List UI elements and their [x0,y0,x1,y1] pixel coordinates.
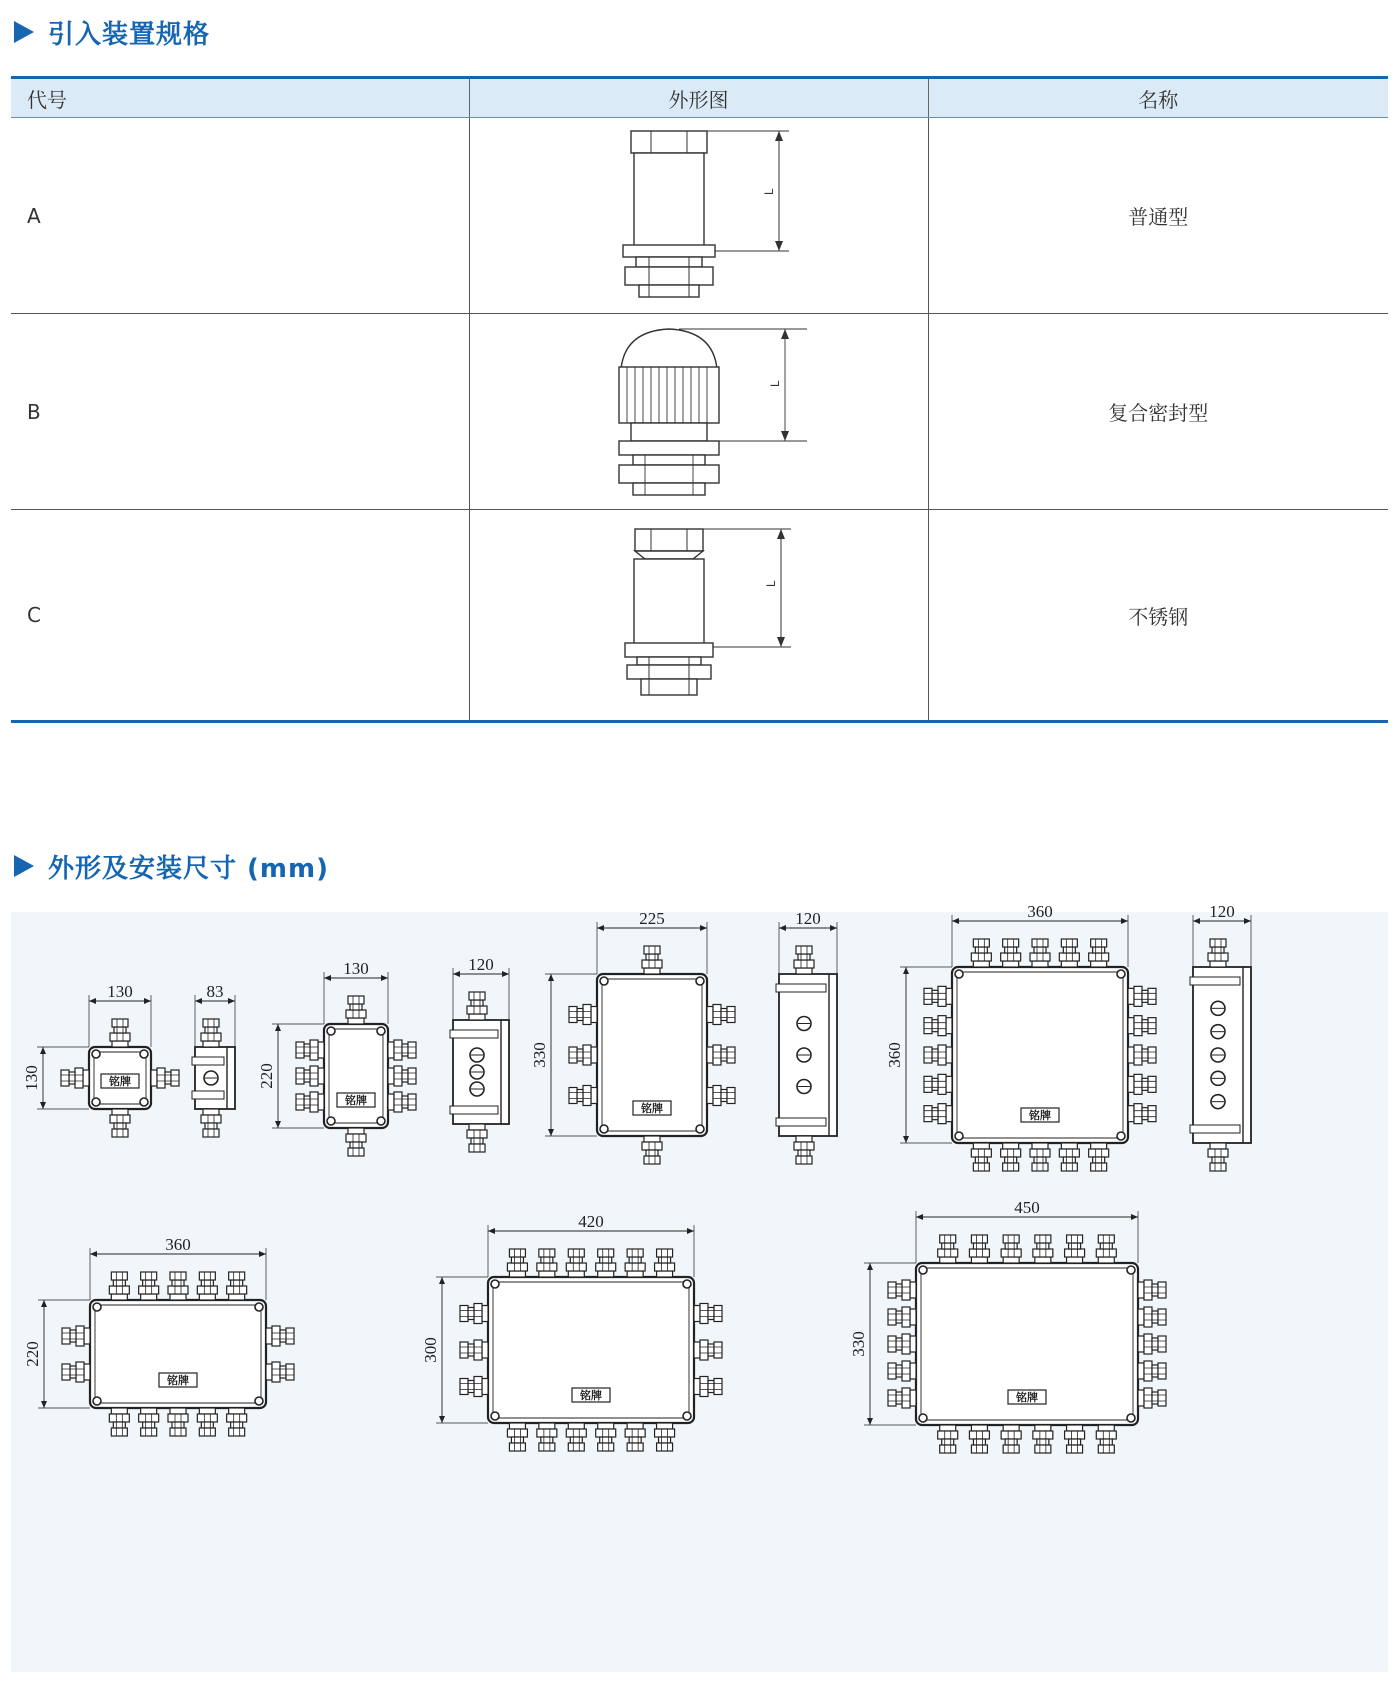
cable-gland-icon [1001,1235,1021,1263]
screw-icon [491,1412,499,1420]
screw-icon [1117,1132,1125,1140]
screw-icon [955,1132,963,1140]
cable-gland-icon [655,1249,675,1277]
screw-icon [327,1117,335,1125]
cable-gland-icon [1138,1307,1166,1327]
screw-icon [140,1098,148,1106]
cable-gland-icon [151,1068,179,1088]
nameplate-label: 铭牌 [345,1094,367,1107]
cable-gland-icon [694,1340,722,1360]
cable-gland-icon [707,1005,735,1025]
row-code: C [11,510,469,722]
nameplate-label: 铭牌 [641,1102,663,1115]
cable-gland-icon [110,1019,130,1047]
enclosure-outline [90,1300,266,1408]
screw-icon [255,1397,263,1405]
cable-gland-icon [1128,1104,1156,1124]
cable-gland-icon [888,1280,916,1300]
screw-icon [683,1412,691,1420]
dimension-label: 360 [885,1042,904,1068]
row-figure [469,118,928,314]
row-code: B [11,314,469,510]
cable-gland-icon [625,1423,645,1451]
cable-gland-icon [1001,1425,1021,1453]
triangle-bullet-icon [14,21,34,43]
cable-gland-icon [596,1423,616,1451]
nameplate-label: 铭牌 [109,1075,131,1088]
cable-gland-icon [227,1408,247,1436]
dimension-label: 330 [849,1331,868,1357]
dimension-label: 120 [1209,902,1235,921]
dimension-label: 130 [22,1065,41,1091]
cable-gland-icon [969,1235,989,1263]
cable-gland-icon [938,1425,958,1453]
section-title-text: 外形及安装尺寸 (mm) [48,853,330,884]
enclosure-outline [324,1024,388,1128]
cable-gland-icon [296,1040,324,1060]
cable-gland-icon [168,1272,188,1300]
dimension-label-l: L [767,380,782,387]
screw-icon [377,1117,385,1125]
cable-gland-icon [1096,1235,1116,1263]
cable-gland-icon [296,1092,324,1112]
cable-gland-icon [1208,939,1228,967]
cable-gland-icon [1096,1425,1116,1453]
cable-gland-icon [139,1408,159,1436]
header-name: 名称 [928,78,1388,118]
cable-gland-icon [346,996,366,1024]
row-code: A [11,118,469,314]
cable-gland-icon [296,1066,324,1086]
screw-icon [1117,970,1125,978]
dimension-label-l: L [761,188,776,195]
cable-gland-icon [794,1136,814,1164]
screw-icon [377,1027,385,1035]
screw-icon [955,970,963,978]
nameplate-label: 铭牌 [167,1374,189,1387]
cable-gland-icon [566,1423,586,1451]
cable-gland-icon [924,986,952,1006]
cable-gland-icon [61,1068,89,1088]
cable-gland-icon [1001,1143,1021,1171]
cable-gland-icon [1059,939,1079,967]
gland-spec-table [11,76,1388,723]
screw-icon [600,1125,608,1133]
cable-gland-stainless-icon [589,523,809,703]
header-code: 代号 [11,78,469,118]
cable-gland-icon [566,1249,586,1277]
cable-gland-icon [109,1408,129,1436]
screw-icon [683,1280,691,1288]
cable-gland-standard-icon [589,123,809,303]
cable-gland-icon [1033,1235,1053,1263]
cable-gland-icon [1138,1388,1166,1408]
cable-gland-icon [460,1304,488,1324]
cable-gland-icon [569,1005,597,1025]
cable-gland-icon [1089,939,1109,967]
cable-gland-icon [924,1074,952,1094]
cable-gland-icon [888,1388,916,1408]
table-row [11,314,1388,510]
cable-gland-icon [694,1377,722,1397]
cable-gland-icon [625,1249,645,1277]
screw-icon [93,1303,101,1311]
dimension-label: 130 [107,982,133,1001]
screw-icon [93,1397,101,1405]
dimension-label-l: L [763,579,778,587]
table-header-row [11,78,1388,118]
cable-gland-icon [460,1340,488,1360]
cable-gland-icon [197,1272,217,1300]
cable-gland-icon [460,1377,488,1397]
nameplate-label: 铭牌 [1016,1391,1038,1404]
cable-gland-icon [1138,1334,1166,1354]
cable-gland-icon [168,1408,188,1436]
cable-gland-icon [1001,939,1021,967]
screw-icon [327,1027,335,1035]
screw-icon [696,977,704,985]
cable-gland-icon [888,1334,916,1354]
screw-icon [92,1098,100,1106]
cable-gland-icon [346,1128,366,1156]
cable-gland-icon [1208,1143,1228,1171]
dimension-label: 330 [530,1042,549,1068]
dimension-label: 220 [23,1341,42,1367]
nameplate-label: 铭牌 [1029,1109,1051,1122]
cable-gland-icon [971,1143,991,1171]
cable-gland-icon [1138,1361,1166,1381]
cable-gland-icon [201,1019,221,1047]
screw-icon [92,1050,100,1058]
screw-icon [255,1303,263,1311]
cable-gland-icon [467,992,487,1020]
screw-icon [600,977,608,985]
dimension-label: 120 [795,909,821,928]
row-figure [469,314,928,510]
screw-icon [919,1266,927,1274]
cable-gland-icon [507,1423,527,1451]
cable-gland-icon [924,1104,952,1124]
cable-gland-icon [62,1326,90,1346]
cable-gland-icon [1128,1074,1156,1094]
cable-gland-icon [1128,1016,1156,1036]
cable-gland-icon [924,1016,952,1036]
cable-gland-icon [1128,986,1156,1006]
triangle-bullet-icon [14,855,34,877]
dimension-label: 225 [639,909,665,928]
cable-gland-icon [707,1086,735,1106]
dimension-label: 120 [468,955,494,974]
cable-gland-icon [1059,1143,1079,1171]
cable-gland-icon [1030,1143,1050,1171]
cable-gland-icon [888,1361,916,1381]
dimension-label: 360 [1027,902,1053,921]
cable-gland-icon [62,1362,90,1382]
cable-gland-icon [1138,1280,1166,1300]
cable-gland-icon [888,1307,916,1327]
cable-gland-composite-seal-icon [589,319,809,499]
dimension-label: 300 [421,1337,440,1363]
cable-gland-icon [969,1425,989,1453]
section-title-dimensions [14,846,329,886]
cable-gland-icon [537,1423,557,1451]
cable-gland-icon [569,1045,597,1065]
dimension-label: 450 [1014,1198,1040,1217]
dimension-drawings-panel [11,902,1388,1672]
section-title-text: 引入装置规格 [48,19,211,50]
row-name: 复合密封型 [928,314,1388,510]
dimension-label: 420 [578,1212,604,1231]
cable-gland-icon [938,1235,958,1263]
dimension-label: 360 [165,1235,191,1254]
dimension-label: 130 [343,959,369,978]
cable-gland-icon [1089,1143,1109,1171]
cable-gland-icon [537,1249,557,1277]
screw-icon [696,1125,704,1133]
header-figure: 外形图 [469,78,928,118]
cable-gland-icon [1128,1045,1156,1065]
cable-gland-icon [1065,1235,1085,1263]
cable-gland-icon [971,939,991,967]
cable-gland-icon [139,1272,159,1300]
cable-gland-icon [197,1408,217,1436]
row-figure [469,510,928,722]
table-row [11,118,1388,314]
cable-gland-icon [694,1304,722,1324]
cable-gland-icon [467,1124,487,1152]
cable-gland-icon [266,1362,294,1382]
cable-gland-icon [642,1136,662,1164]
cable-gland-icon [1033,1425,1053,1453]
nameplate-label: 铭牌 [580,1389,602,1402]
table-row [11,510,1388,722]
screw-icon [1127,1414,1135,1422]
cable-gland-icon [707,1045,735,1065]
screw-icon [919,1414,927,1422]
row-name: 不锈钢 [928,510,1388,722]
screw-icon [1127,1266,1135,1274]
cable-gland-icon [227,1272,247,1300]
cable-gland-icon [642,946,662,974]
cable-gland-icon [266,1326,294,1346]
cable-gland-icon [1030,939,1050,967]
cable-gland-icon [110,1109,130,1137]
cable-gland-icon [569,1086,597,1106]
screw-icon [491,1280,499,1288]
cable-gland-icon [794,946,814,974]
dimension-label: 220 [257,1063,276,1089]
cable-gland-icon [201,1109,221,1137]
cable-gland-icon [109,1272,129,1300]
row-name: 普通型 [928,118,1388,314]
cable-gland-icon [924,1045,952,1065]
section-title-gland-spec [14,12,210,52]
cable-gland-icon [1065,1425,1085,1453]
dimension-label: 83 [206,982,224,1001]
cable-gland-icon [596,1249,616,1277]
cable-gland-icon [388,1066,416,1086]
cable-gland-icon [655,1423,675,1451]
cable-gland-icon [507,1249,527,1277]
cable-gland-icon [388,1092,416,1112]
screw-icon [140,1050,148,1058]
cable-gland-icon [388,1040,416,1060]
dimension-drawings-canvas [11,902,1388,1672]
